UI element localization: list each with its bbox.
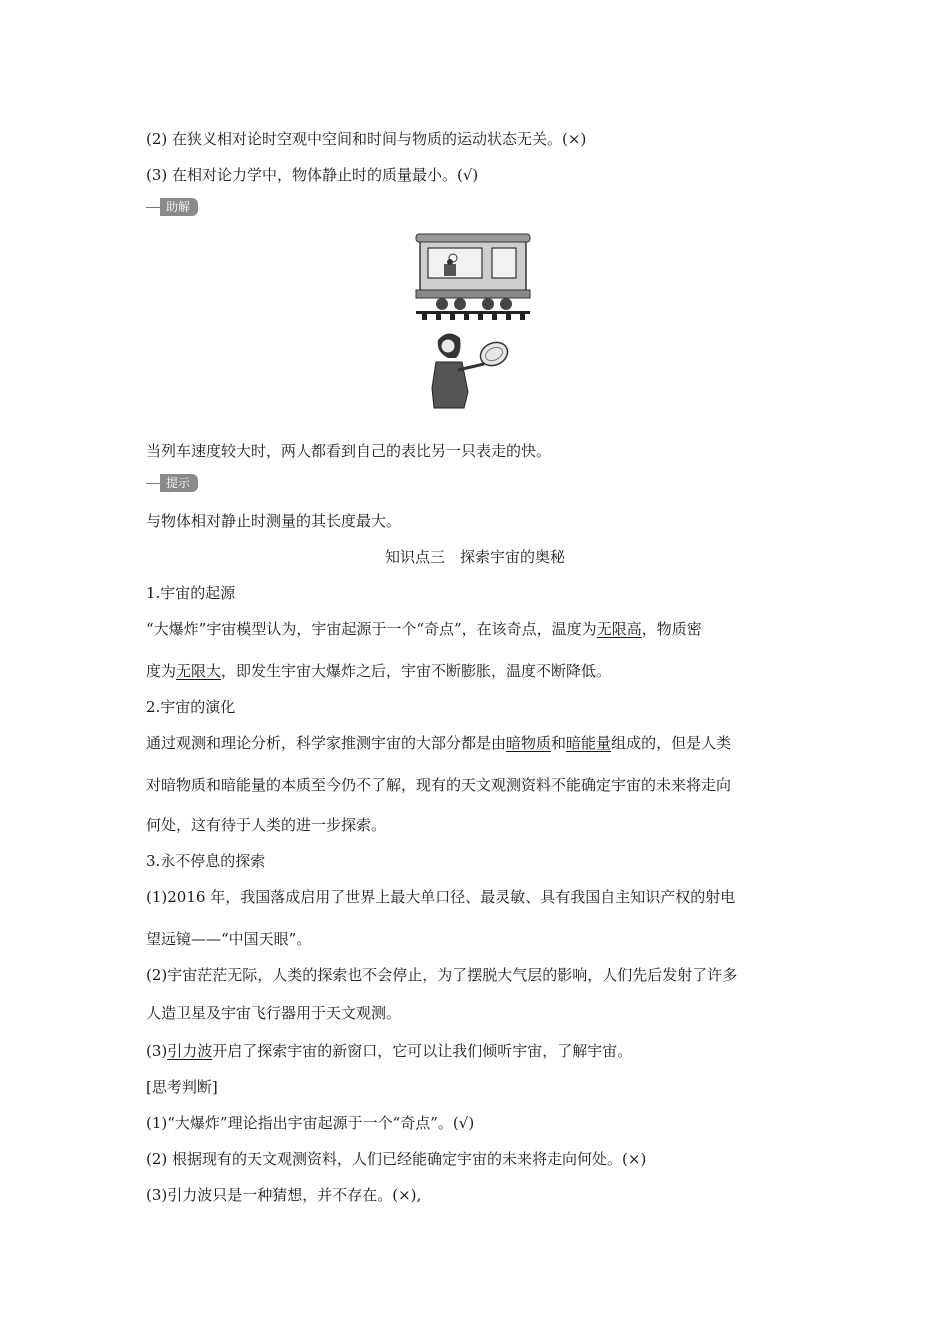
origin-heading: 1.宇宙的起源 [146,584,236,602]
evolution-line3: 何处，这有待于人类的进一步探索。 [146,816,387,834]
explore-heading: 3.永不停息的探索 [146,852,266,870]
woman-with-clock-icon [432,333,511,408]
explore-item2-line2: 人造卫星及宇宙飞行器用于天文观测。 [146,1004,402,1022]
origin-para-line2: 度为无限大，即发生宇宙大爆炸之后，宇宙不断膨胀，温度不断降低。 [146,662,612,680]
section-title: 知识点三 探索宇宙的奥秘 [384,548,565,566]
help-tag: 助解 [146,198,198,216]
think-heading: [思考判断] [146,1078,218,1096]
hint-tag: 提示 [146,474,198,492]
judge-item-3: (3) 在相对论力学中，物体静止时的质量最小。(√) [146,166,479,184]
think-q3: (3)引力波只是一种猜想，并不存在。(×), [146,1186,422,1204]
explore-item1-line2: 望远镜——“中国天眼”。 [146,930,312,948]
train-icon [416,234,530,320]
hint-text: 与物体相对静止时测量的其长度最大。 [146,512,402,530]
think-q1: (1)“大爆炸”理论指出宇宙起源于一个“奇点”。(√) [146,1114,475,1132]
explore-item3: (3)引力波开启了探索宇宙的新窗口，它可以让我们倾听宇宙，了解宇宙。 [146,1042,633,1060]
origin-para-line1: “大爆炸”宇宙模型认为，宇宙起源于一个“奇点”，在该奇点，温度为无限高，物质密 [146,620,702,638]
explore-item1-line1: (1)2016 年，我国落成启用了世界上最大单口径、最灵敏、具有我国自主知识产权的射电 [146,888,736,906]
think-q2: (2) 根据现有的天文观测资料，人们已经能确定宇宙的未来将走向何处。(×) [146,1150,647,1168]
evolution-line2: 对暗物质和暗能量的本质至今仍不了解，现有的天文观测资料不能确定宇宙的未来将走向 [146,776,732,794]
train-clock-illustration [408,230,538,412]
evolution-line1: 通过观测和理论分析，科学家推测宇宙的大部分都是由暗物质和暗能量组成的，但是人类 [146,734,732,752]
help-caption: 当列车速度较大时，两人都看到自己的表比另一只表走的快。 [146,442,552,460]
judge-item-2: (2) 在狭义相对论时空观中空间和时间与物质的运动状态无关。(×) [146,130,587,148]
explore-item2-line1: (2)宇宙茫茫无际，人类的探索也不会停止，为了摆脱大气层的影响，人们先后发射了许多 [146,966,738,984]
evolution-heading: 2.宇宙的演化 [146,698,236,716]
